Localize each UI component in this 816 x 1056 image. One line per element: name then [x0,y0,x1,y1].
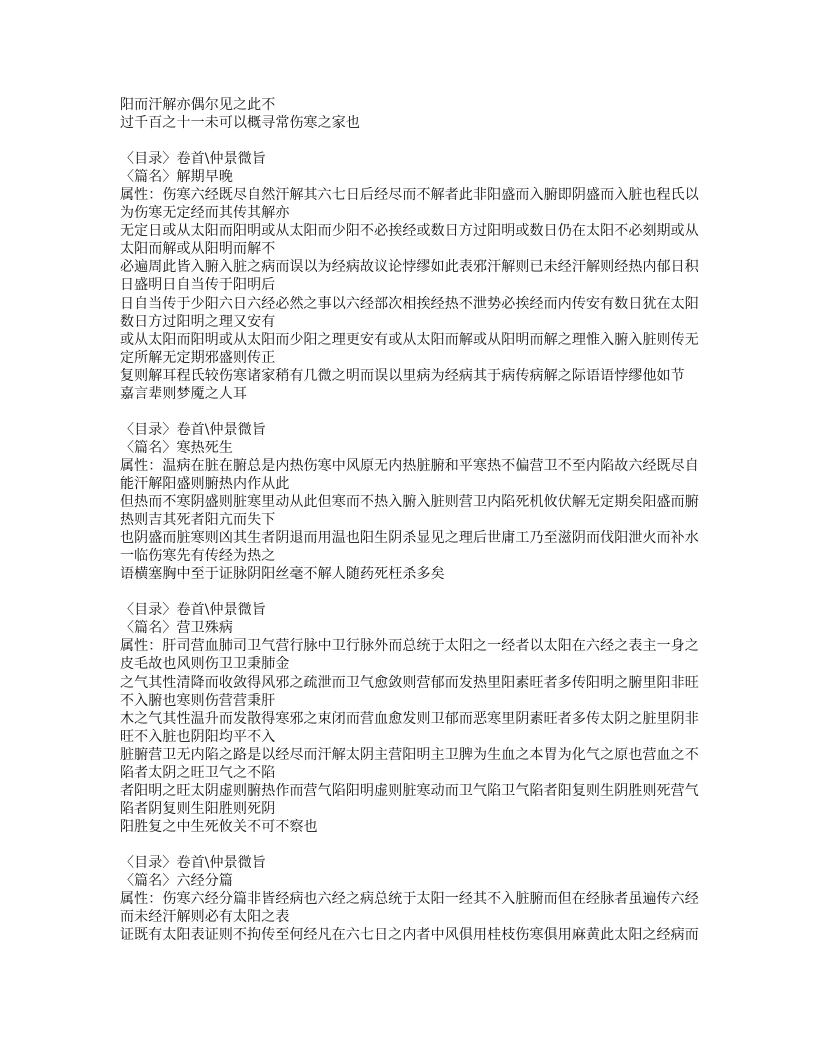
attribute-line: 属性：伤寒六经分篇非皆经病也六经之病总统于太阳一经其不入脏腑而但在经脉者虽遍传六经 [120,891,699,908]
text-line: 为伤寒无定经而其传其解亦 [120,205,290,222]
text-line: 者阳明之旺太阴虚则腑热作而营气陷阳明虚则脏寒动而卫气陷卫气陷者阳复则生阴胜则死营气 [120,782,699,799]
text-line: 一临伤寒先有传经为热之 [120,548,276,565]
chapter-title-line: 〈篇名〉寒热死生 [120,439,233,456]
text-line: 太阳而解或从阳明而解不 [120,241,276,258]
text-line: 过千百之十一未可以概寻常伤寒之家也 [120,115,361,132]
chapter-title-line: 〈篇名〉六经分篇 [120,873,233,890]
blank-line [120,836,720,854]
text-line: 木之气其性温升而发散得寒邪之束闭而营血愈发则卫郁而恶寒里阴素旺者多传太阴之脏里阴非 [120,710,699,727]
text-line: 陷者太阴之旺卫气之不陷 [120,764,276,781]
text-line: 陷者阴复则生阳胜则死阴 [120,800,276,817]
blank-line [120,583,720,601]
text-line: 复则解耳程氏较伤寒诸家稍有几微之明而误以里病为经病其于病传病解之际语语悖缪他如节 [120,367,685,384]
text-line: 证既有太阳表证则不拘传至何经凡在六七日之内者中风俱用桂枝伤寒俱用麻黄此太阳之经病而 [120,927,699,944]
attribute-line: 属性：伤寒六经既尽自然汗解其六七日后经尽而不解者此非阳盛而入腑即阴盛而入脏也程氏以 [120,187,699,204]
catalog-line: 〈目录〉卷首\仲景微旨 [120,602,267,619]
chapter-title-line: 〈篇名〉解期早晚 [120,169,233,186]
text-line: 无定日或从太阳而阳明或从太阳而少阳不必挨经或数日方过阳明或数日仍在太阳不必刻期或从 [120,223,699,240]
text-line: 能汗解阳盛则腑热内作从此 [120,475,290,492]
text-line: 皮毛故也风则伤卫卫秉肺金 [120,656,290,673]
text-line: 数日方过阳明之理又安有 [120,313,276,330]
text-line: 阳而汗解亦偶尔见之此不 [120,97,276,113]
text-line: 或从太阳而阳明或从太阳而少阳之理更安有或从太阳而解或从阳明而解之理惟入腑入脏则传无 [120,331,699,348]
attribute-line: 属性：温病在脏在腑总是内热伤寒中风原无内热脏腑和平寒热不偏营卫不至内陷故六经既尽自 [120,457,699,474]
text-line: 嘉言辈则梦魇之人耳 [120,385,248,402]
text-line: 但热而不寒阴盛则脏寒里动从此但寒而不热入腑入脏则营卫内陷死机攸伏解无定期矣阳盛而腑 [120,494,699,511]
catalog-line: 〈目录〉卷首\仲景微旨 [120,854,267,871]
text-line: 旺不入脏也阴阳均平不入 [120,728,276,745]
text-line: 定所解无定期邪盛则传正 [120,349,276,366]
text-line: 日自当传于少阳六日六经必然之事以六经部次相挨经热不泄势必挨经而内传安有数日犹在太阳 [120,295,699,312]
attribute-line: 属性：肝司营血肺司卫气营行脉中卫行脉外而总统于太阳之一经者以太阳在六经之表主一身之 [120,638,699,655]
text-line: 阳胜复之中生死攸关不可不察也 [120,818,318,835]
text-line: 必遍周此皆入腑入脏之病而误以为经病故议论悖缪如此表邪汗解则已未经汗解则经热内郁日积 [120,259,699,276]
text-line: 而未经汗解则必有太阳之表 [120,909,290,926]
text-line: 之气其性清降而收敛得风邪之疏泄而卫气愈敛则营郁而发热里阳素旺者多传阳明之腑里阳非旺 [120,674,699,691]
chapter-title-line: 〈篇名〉营卫殊病 [120,620,233,637]
text-line: 脏腑营卫无内陷之路是以经尽而汗解太阴主营阳明主卫脾为生血之本胃为化气之原也营血之不 [120,746,699,763]
text-line: 也阴盛而脏寒则凶其生者阴退而用温也阳生阴杀显见之理后世庸工乃至滋阴而伐阳泄火而补水 [120,530,699,547]
text-line: 日盛明日自当传于阳明后 [120,277,276,294]
text-line: 不入腑也寒则伤营营秉肝 [120,692,276,709]
text-line: 热则吉其死者阳亢而失下 [120,512,276,529]
document-body [120,96,720,944]
catalog-line: 〈目录〉卷首\仲景微旨 [120,151,267,168]
blank-line [120,132,720,150]
text-line: 语横塞胸中至于证脉阴阳丝毫不解人随药死枉杀多矣 [120,566,445,583]
blank-line [120,403,720,421]
catalog-line: 〈目录〉卷首\仲景微旨 [120,421,267,438]
